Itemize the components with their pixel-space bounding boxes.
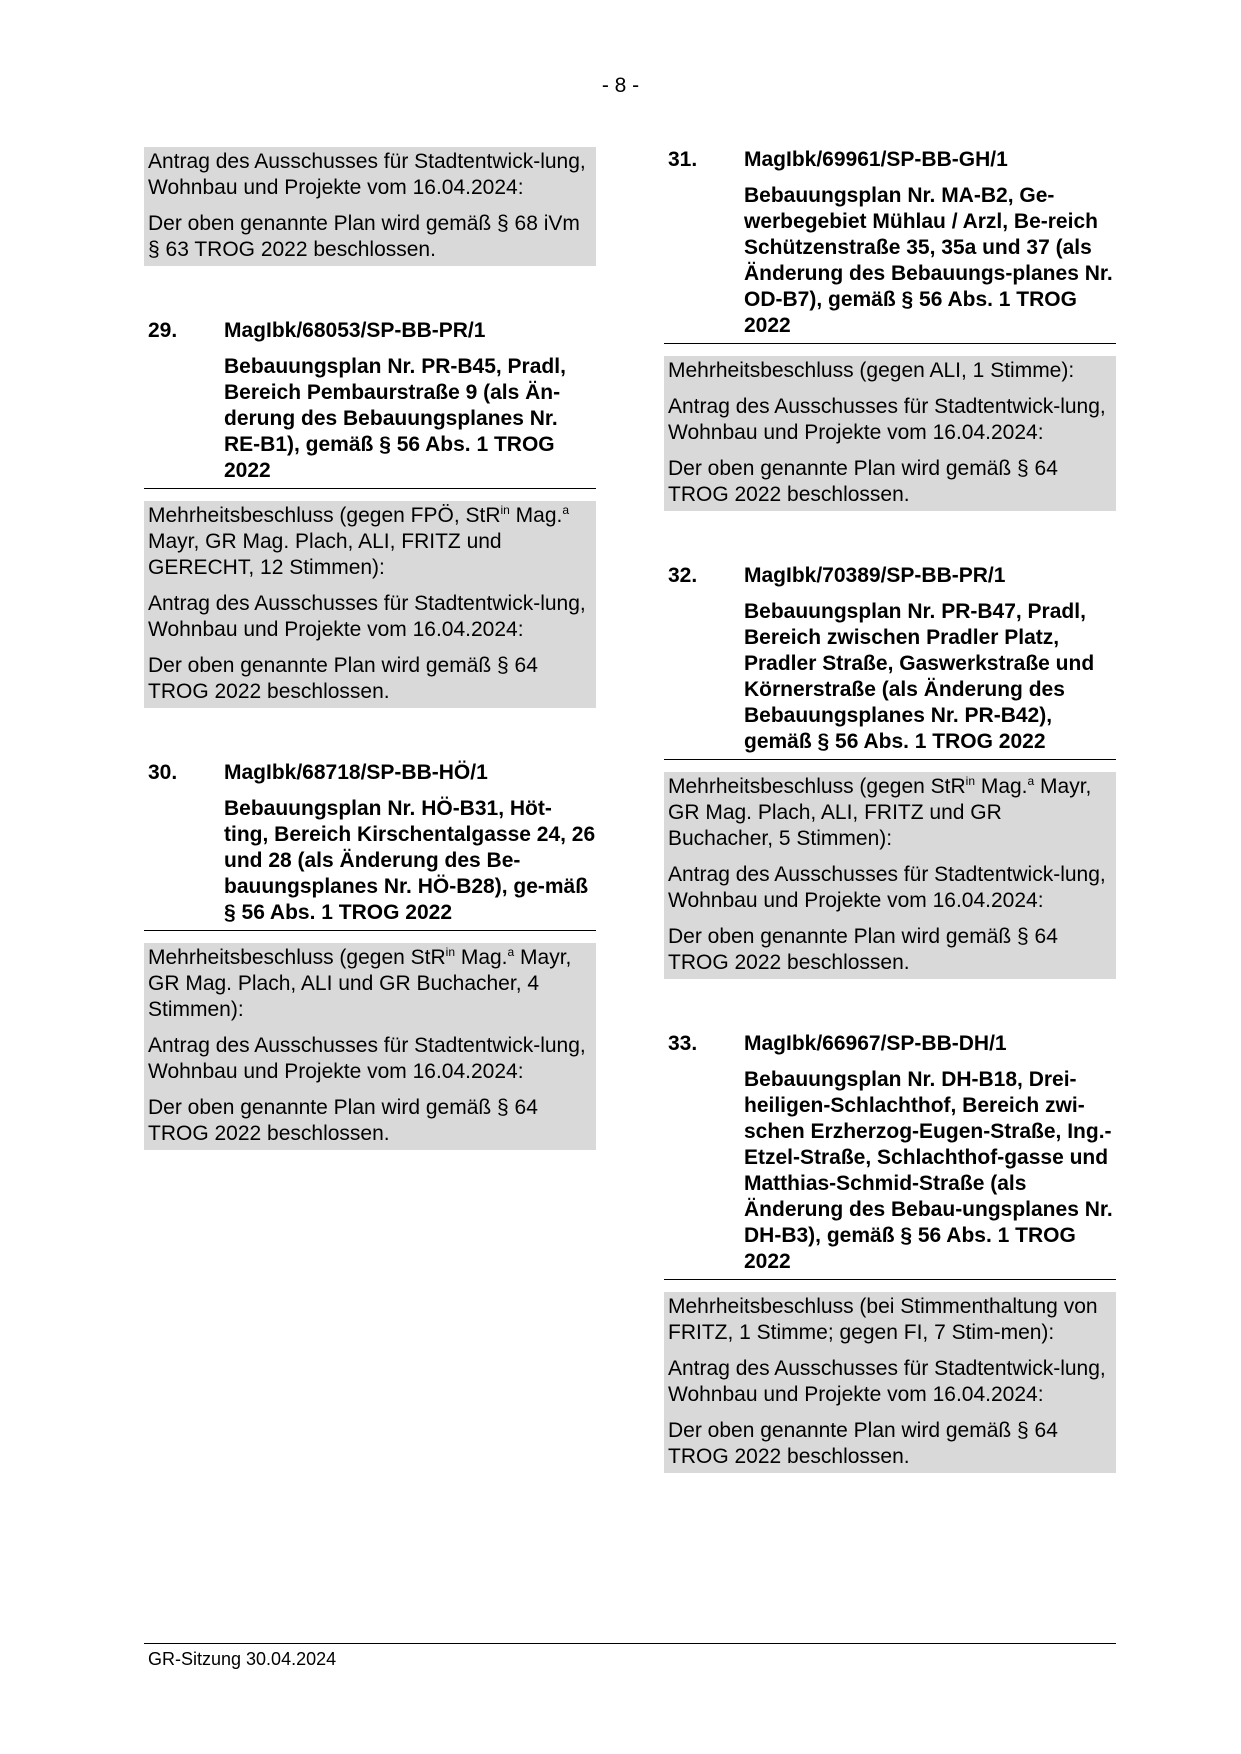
item-header [144, 760, 596, 786]
item-reference: MagIbk/70389/SP-BB-PR/1 [744, 564, 1006, 587]
item-number: 32. [668, 564, 698, 587]
agenda-item-29 [144, 318, 596, 708]
divider [664, 759, 1116, 760]
decision-text: Der oben genannte Plan wird gemäß § 64 TROG 2022 beschlossen. [148, 1096, 538, 1145]
motion-text: Antrag des Ausschusses für Stadtentwick-lung, Wohnbau und Projekte vom 16.04.2024: [668, 1357, 1106, 1406]
motion-text: Antrag des Ausschusses für Stadtentwick-lung, Wohnbau und Projekte vom 16.04.2024: [668, 863, 1106, 912]
decision-box [144, 147, 596, 266]
agenda-item-33 [664, 1031, 1116, 1473]
decision-box [144, 943, 596, 1150]
divider [144, 488, 596, 489]
item-number: 29. [148, 319, 178, 342]
decision-box [664, 1292, 1116, 1473]
item-title: Bebauungsplan Nr. MA-B2, Ge-werbegebiet Mühlau / Arzl, Be-reich Schützenstraße 35, 35a und 37 (als Änderung des Bebauungs-planes Nr. OD-B7), gemäß § 56 Abs. 1 TROG 2022 [744, 184, 1113, 337]
decision-box [664, 772, 1116, 979]
motion-text: Antrag des Ausschusses für Stadtentwick-lung, Wohnbau und Projekte vom 16.04.2024: [668, 395, 1106, 444]
footer-session-date: GR-Sitzung 30.04.2024 [148, 1649, 337, 1669]
decision-text: Der oben genannte Plan wird gemäß § 64 TROG 2022 beschlossen. [668, 925, 1058, 974]
item-number: 33. [668, 1032, 698, 1055]
agenda-item-31 [664, 147, 1116, 511]
item-number: 31. [668, 148, 698, 171]
divider [664, 343, 1116, 344]
divider [144, 930, 596, 931]
decision-box [664, 356, 1116, 511]
vote-text: Mehrheitsbeschluss (gegen StR$^{in}$ Mag.$^a$ Mayr, GR Mag. Plach, ALI, FRITZ und GR Buchacher, 5 Stimmen): [668, 774, 1092, 850]
item-title: Bebauungsplan Nr. HÖ-B31, Höt-ting, Bereich Kirschentalgasse 24, 26 und 28 (als Änderung des Be-bauungsplanes Nr. HÖ-B28), ge-mäß § 56 Abs. 1 TROG 2022 [224, 797, 596, 924]
page-number: - 8 - [601, 74, 640, 97]
agenda-item-32 [664, 563, 1116, 979]
motion-text: Antrag des Ausschusses für Stadtentwick-lung, Wohnbau und Projekte vom 16.04.2024: [148, 1034, 586, 1083]
vote-text: Mehrheitsbeschluss (gegen StR$^{in}$ Mag.$^a$ Mayr, GR Mag. Plach, ALI und GR Buchacher, 4 Stimmen): [148, 945, 572, 1021]
item-title: Bebauungsplan Nr. PR-B47, Pradl, Bereich zwischen Pradler Platz, Pradler Straße, Gaswerkstraße und Körnerstraße (als Änderung des Bebauungsplanes Nr. PR-B42), gemäß § 56 Abs. 1 TROG 2022 [744, 600, 1095, 753]
motion-text: Antrag des Ausschusses für Stadtentwick-lung, Wohnbau und Projekte vom 16.04.2024: [148, 150, 586, 199]
item-reference: MagIbk/69961/SP-BB-GH/1 [744, 148, 1008, 171]
decision-text: Der oben genannte Plan wird gemäß § 68 iVm § 63 TROG 2022 beschlossen. [148, 212, 580, 261]
left-column [144, 147, 596, 1150]
item-title: Bebauungsplan Nr. PR-B45, Pradl, Bereich Pembaurstraße 9 (als Än-derung des Bebauungsplanes Nr. RE-B1), gemäß § 56 Abs. 1 TROG 2022 [224, 355, 566, 482]
decision-text: Der oben genannte Plan wird gemäß § 64 TROG 2022 beschlossen. [148, 654, 538, 703]
item-reference: MagIbk/68718/SP-BB-HÖ/1 [224, 761, 488, 784]
item-header [664, 147, 1116, 173]
item-header [144, 318, 596, 344]
agenda-item-30 [144, 760, 596, 1150]
vote-text: Mehrheitsbeschluss (gegen ALI, 1 Stimme): [668, 359, 1075, 382]
decision-text: Der oben genannte Plan wird gemäß § 64 TROG 2022 beschlossen. [668, 457, 1058, 506]
right-column [664, 147, 1116, 1473]
vote-text: Mehrheitsbeschluss (gegen FPÖ, StR$^{in}$ Mag.$^a$ Mayr, GR Mag. Plach, ALI, FRITZ und GERECHT, 12 Stimmen): [148, 503, 570, 579]
item-title: Bebauungsplan Nr. DH-B18, Drei-heiligen-Schlachthof, Bereich zwi-schen Erzherzog-Eugen-Straße, Ing.-Etzel-Straße, Schlachthof-gasse und Matthias-Schmid-Straße (als Änderung des Bebau-ungsplanes Nr. DH-B3), gemäß § 56 Abs. 1 TROG 2022 [744, 1068, 1113, 1273]
vote-text: Mehrheitsbeschluss (bei Stimmenthaltung von FRITZ, 1 Stimme; gegen FI, 7 Stim-men): [668, 1295, 1098, 1344]
footer-divider [144, 1643, 1116, 1644]
item-reference: MagIbk/66967/SP-BB-DH/1 [744, 1032, 1007, 1055]
item-header [664, 563, 1116, 589]
motion-text: Antrag des Ausschusses für Stadtentwick-lung, Wohnbau und Projekte vom 16.04.2024: [148, 592, 586, 641]
divider [664, 1279, 1116, 1280]
decision-box [144, 501, 596, 708]
item-number: 30. [148, 761, 178, 784]
item-reference: MagIbk/68053/SP-BB-PR/1 [224, 319, 486, 342]
decision-text: Der oben genannte Plan wird gemäß § 64 TROG 2022 beschlossen. [668, 1419, 1058, 1468]
item-header [664, 1031, 1116, 1057]
